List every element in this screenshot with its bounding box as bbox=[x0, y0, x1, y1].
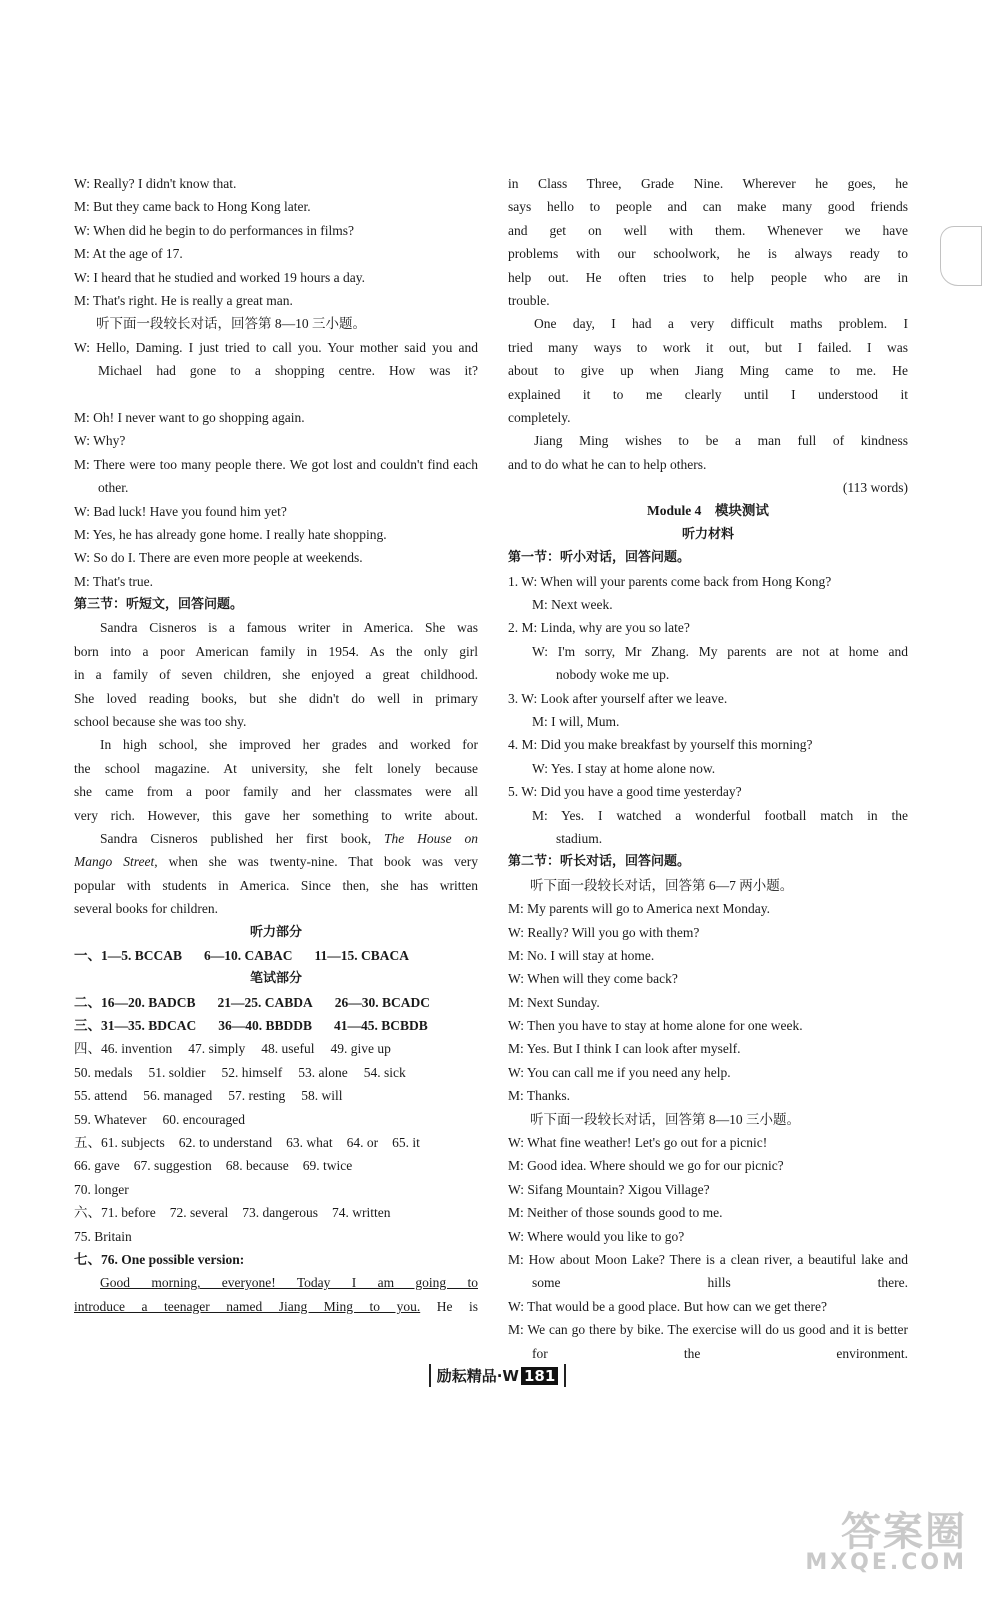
module-title: Module 4 模块测试 bbox=[647, 503, 769, 519]
answer-line bbox=[74, 1014, 478, 1037]
passage-line: In high school, she improved her grades and worked for bbox=[100, 737, 478, 753]
section-heading: 第三节：听短文，回答问题。 bbox=[74, 597, 244, 613]
watermark-url: MXQE.COM bbox=[805, 1550, 967, 1575]
answer: 26—30. BCADC bbox=[334, 994, 431, 1010]
dialog-line: M: But they came back to Hong Kong later. bbox=[74, 199, 311, 215]
page-footer bbox=[0, 1364, 995, 1387]
dialog-line: M: There were too many people there. We got lost and couldn't find each other. bbox=[74, 456, 478, 496]
answer-line: 70. longer bbox=[74, 1181, 129, 1197]
essay-line bbox=[74, 1271, 478, 1294]
right-column bbox=[508, 172, 908, 1365]
answer: 53. alone bbox=[298, 1064, 348, 1080]
answer-line: 七、76. One possible version: bbox=[74, 1252, 245, 1267]
corner-stamp bbox=[940, 226, 982, 286]
answer: 74. written bbox=[331, 1205, 391, 1221]
answer: 57. resting bbox=[228, 1088, 286, 1104]
essay-line: completely. bbox=[508, 409, 571, 425]
dialog-line: M: Good idea. Where should we go for our picnic? bbox=[508, 1158, 784, 1174]
essay-line: about to give up when Jiang Ming came to me. He bbox=[508, 363, 908, 379]
passage-line: Sandra Cisneros is a famous writer in America. She was bbox=[100, 620, 478, 636]
dialog-line: M: Next week. bbox=[532, 597, 613, 613]
dialog-line: stadium. bbox=[556, 830, 603, 846]
left-column bbox=[74, 172, 478, 1318]
answer: 6—10. CABAC bbox=[204, 947, 293, 963]
dialog-line: W: Why? bbox=[74, 433, 126, 449]
answer: 一、1—5. BCCAB bbox=[74, 947, 183, 963]
dialog-line: M: My parents will go to America next Monday. bbox=[508, 901, 770, 917]
dialog-line: W: Where would you like to go? bbox=[508, 1228, 685, 1244]
passage-text: Sandra Cisneros published her first book, bbox=[100, 830, 372, 846]
answer-line bbox=[74, 1084, 478, 1107]
dialog-line: M: Thanks. bbox=[508, 1088, 571, 1104]
passage-line: She loved reading books, but she didn't do well in primary bbox=[74, 690, 478, 706]
essay-line: explained it to me clearly until I understood it bbox=[508, 386, 908, 402]
dialog-line: 3. W: Look after yourself after we leave. bbox=[508, 690, 728, 706]
answer-line bbox=[74, 944, 478, 967]
answer: 六、71. before bbox=[74, 1205, 156, 1221]
dialog-line: W: That would be a good place. But how can we get there? bbox=[508, 1298, 828, 1314]
passage-line: school because she was too shy. bbox=[74, 714, 247, 730]
answer: 二、16—20. BADCB bbox=[74, 994, 196, 1010]
instruction-line: 听下面一段较长对话，回答第 8—10 三小题。 bbox=[530, 1111, 800, 1127]
passage-line: very rich. However, this gave her something to write about. bbox=[74, 807, 478, 823]
dialog-line: 5. W: Did you have a good time yesterday? bbox=[508, 784, 742, 800]
dialog-line: M: That's true. bbox=[74, 573, 154, 589]
answer-line bbox=[74, 1108, 478, 1131]
section-heading: 第二节：听长对话，回答问题。 bbox=[508, 854, 691, 870]
answer: 59. Whatever bbox=[74, 1111, 147, 1127]
section-heading: 第一节：听小对话，回答问题。 bbox=[508, 550, 691, 566]
essay-line: help out. He often tries to help people who are in bbox=[508, 269, 908, 285]
answer: 65. it bbox=[392, 1135, 420, 1151]
book-title: The House on bbox=[383, 830, 478, 846]
essay-line: problems with our schoolwork, he is always ready to bbox=[508, 246, 908, 262]
dialog-line: M: At the age of 17. bbox=[74, 246, 183, 262]
answer-line bbox=[74, 1037, 478, 1060]
watermark bbox=[805, 1509, 967, 1575]
answer: 63. what bbox=[286, 1135, 333, 1151]
brand-mark bbox=[429, 1364, 567, 1387]
answer: 50. medals bbox=[74, 1064, 133, 1080]
dialog-line: W: When did he begin to do performances in films? bbox=[74, 222, 355, 238]
passage-line: she came from a poor family and her classmates were all bbox=[74, 784, 478, 800]
passage-line bbox=[74, 827, 478, 850]
answer: 36—40. BBDDB bbox=[218, 1018, 313, 1034]
answer: 73. dangerous bbox=[242, 1205, 318, 1221]
passage-line bbox=[74, 850, 478, 873]
answer: 62. to understand bbox=[178, 1135, 273, 1151]
dialog-line: W: What fine weather! Let's go out for a picnic! bbox=[508, 1135, 768, 1151]
dialog-line: M: Oh! I never want to go shopping again. bbox=[74, 409, 305, 425]
passage-line: in a family of seven children, she enjoyed a great childhood. bbox=[74, 667, 478, 683]
dialog-line: M: No. I will stay at home. bbox=[508, 947, 655, 963]
dialog-line: W: Hello, Daming. I just tried to call you. Your mother said you and Michael had gone to a shopping centre. How was it? bbox=[74, 339, 478, 379]
writing-title: 笔试部分 bbox=[249, 971, 302, 987]
answer-line bbox=[74, 1201, 478, 1224]
answer: 47. simply bbox=[188, 1041, 246, 1057]
dialog-line: M: Neither of those sounds good to me. bbox=[508, 1205, 723, 1221]
listening-title: 听力部分 bbox=[249, 924, 302, 940]
answer: 五、61. subjects bbox=[74, 1135, 165, 1151]
answer: 56. managed bbox=[143, 1088, 213, 1104]
answer: 52. himself bbox=[221, 1064, 283, 1080]
dialog-line: M: We can go there by bike. The exercise will do us good and it is better for the environment. bbox=[508, 1322, 908, 1361]
passage-line: the school magazine. At university, she felt lonely because bbox=[74, 760, 478, 776]
answer: 72. several bbox=[169, 1205, 229, 1221]
dialog-line: M: I will, Mum. bbox=[532, 713, 620, 729]
dialog-line: M: How about Moon Lake? There is a clean river, a beautiful lake and some hills there. bbox=[508, 1251, 908, 1291]
passage-line: several books for children. bbox=[74, 901, 218, 917]
dialog-line: W: Bad luck! Have you found him yet? bbox=[74, 503, 287, 519]
answer-line bbox=[74, 1154, 478, 1177]
dialog-line: nobody woke me up. bbox=[556, 667, 670, 683]
essay-line: and get on well with them. Whenever we have bbox=[508, 222, 908, 238]
answer-line: 75. Britain bbox=[74, 1228, 132, 1244]
essay-line: and to do what he can to help others. bbox=[508, 456, 707, 472]
answer: 68. because bbox=[225, 1158, 289, 1174]
dialog-line: W: Really? Will you go with them? bbox=[508, 924, 700, 940]
answer: 67. suggestion bbox=[133, 1158, 212, 1174]
page-number: 181 bbox=[521, 1367, 558, 1385]
dialog-line: M: Yes. But I think I can look after myself. bbox=[508, 1041, 741, 1057]
answer: 66. gave bbox=[74, 1158, 120, 1174]
answer: 54. sick bbox=[363, 1064, 406, 1080]
essay-text: introduce a teenager named Jiang Ming to you. bbox=[74, 1298, 421, 1314]
dialog-line: M: Yes, he has already gone home. I really hate shopping. bbox=[74, 526, 387, 542]
answer: 三、31—35. BDCAC bbox=[74, 1018, 197, 1034]
dialog-line: W: Yes. I stay at home alone now. bbox=[532, 760, 716, 776]
essay-line bbox=[74, 1295, 478, 1318]
dialog-line: W: When will they come back? bbox=[508, 971, 678, 987]
essay-line: Jiang Ming wishes to be a man full of kindness bbox=[534, 433, 908, 449]
dialog-line: 2. M: Linda, why are you so late? bbox=[508, 620, 690, 636]
answer: 55. attend bbox=[74, 1088, 128, 1104]
passage-line: popular with students in America. Since then, she has written bbox=[74, 877, 478, 893]
essay-line: in Class Three, Grade Nine. Wherever he goes, he bbox=[508, 176, 908, 191]
instruction-line: 听下面一段较长对话，回答第 8—10 三小题。 bbox=[96, 316, 366, 332]
answer-line bbox=[74, 991, 478, 1014]
dialog-line: 4. M: Did you make breakfast by yourself this morning? bbox=[508, 737, 813, 753]
dialog-line: W: Really? I didn't know that. bbox=[74, 176, 237, 191]
answer: 49. give up bbox=[330, 1041, 391, 1057]
passage-line: born into a poor American family in 1954. As the only girl bbox=[74, 643, 478, 659]
essay-line: One day, I had a very difficult maths problem. I bbox=[534, 316, 908, 332]
dialog-line: M: That's right. He is really a great man. bbox=[74, 292, 293, 308]
watermark-text: 答案圈 bbox=[841, 1509, 967, 1555]
answer: 58. will bbox=[301, 1088, 343, 1104]
essay-line: says hello to people and can make many good friends bbox=[508, 199, 908, 215]
essay-line: trouble. bbox=[508, 292, 550, 308]
word-count: (113 words) bbox=[842, 480, 908, 496]
answer: 21—25. CABDA bbox=[217, 994, 313, 1010]
essay-text: Good morning, everyone! Today I am going to bbox=[100, 1275, 478, 1291]
answer: 48. useful bbox=[261, 1041, 315, 1057]
answer: 四、46. invention bbox=[74, 1041, 173, 1057]
answer-line bbox=[74, 1061, 478, 1084]
essay-text: He is bbox=[436, 1298, 478, 1314]
brand-name: 励耘精品·W bbox=[436, 1367, 519, 1385]
listening-material-title: 听力材料 bbox=[681, 526, 734, 542]
dialog-line: W: I heard that he studied and worked 19 hours a day. bbox=[74, 269, 366, 285]
answer-line bbox=[74, 1131, 478, 1154]
answer: 11—15. CBACA bbox=[314, 947, 410, 963]
answer: 64. or bbox=[346, 1135, 379, 1151]
dialog-line: W: Sifang Mountain? Xigou Village? bbox=[508, 1181, 710, 1197]
answer: 60. encouraged bbox=[162, 1111, 245, 1127]
dialog-line: W: Then you have to stay at home alone for one week. bbox=[508, 1018, 803, 1034]
dialog-line: W: You can call me if you need any help. bbox=[508, 1064, 731, 1080]
book-title: Mango Street bbox=[74, 854, 155, 870]
instruction-line: 听下面一段较长对话，回答第 6—7 两小题。 bbox=[530, 877, 794, 893]
dialog-line: M: Next Sunday. bbox=[508, 994, 600, 1010]
answer: 51. soldier bbox=[148, 1064, 206, 1080]
dialog-line: W: I'm sorry, Mr Zhang. My parents are not at home and bbox=[532, 643, 908, 659]
essay-line: tried many ways to work it out, but I failed. I was bbox=[508, 339, 908, 355]
answer: 41—45. BCBDB bbox=[334, 1018, 428, 1034]
dialog-line: 1. W: When will your parents come back from Hong Kong? bbox=[508, 573, 832, 589]
answer: 69. twice bbox=[302, 1158, 353, 1174]
passage-text: , when she was twenty-nine. That book was very bbox=[154, 854, 478, 870]
dialog-line: M: Yes. I watched a wonderful football match in the bbox=[532, 807, 908, 823]
dialog-line: W: So do I. There are even more people at weekends. bbox=[74, 550, 363, 566]
